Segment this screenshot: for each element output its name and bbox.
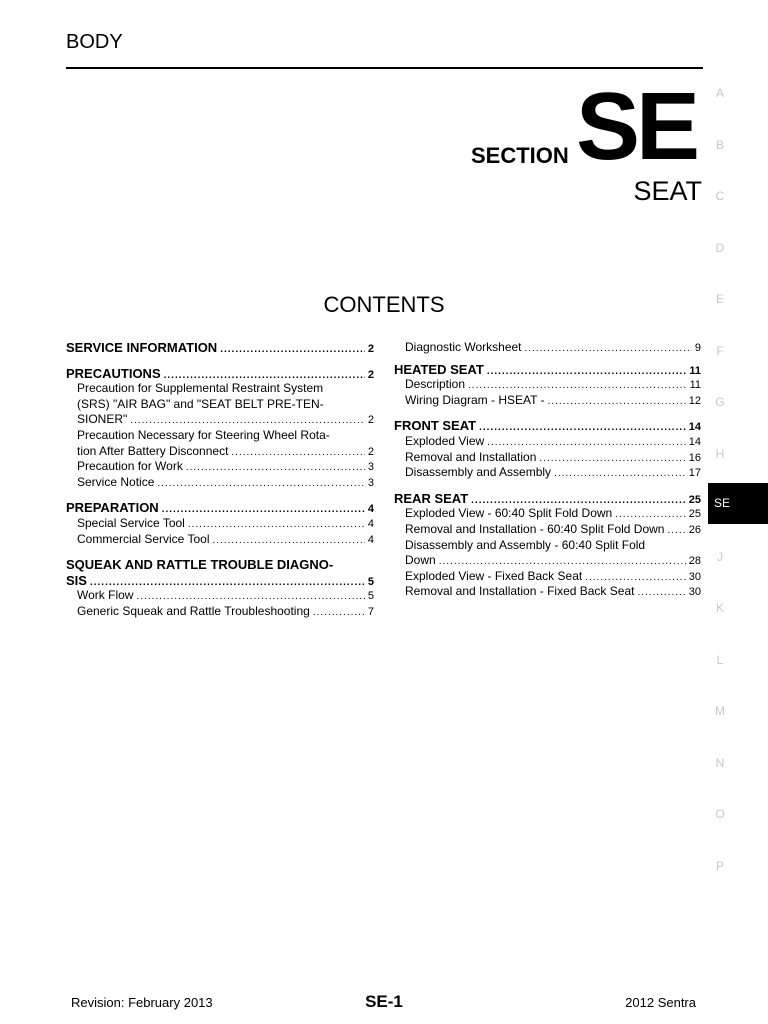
- toc-dot-leader: [313, 605, 365, 621]
- toc-entry-label: SIS: [66, 572, 87, 588]
- toc-entry-label: Wiring Diagram - HSEAT -: [405, 392, 545, 407]
- toc-page-number: 25: [688, 508, 701, 521]
- toc-entry[interactable]: [394, 393, 701, 409]
- side-tab-c[interactable]: C: [715, 189, 725, 203]
- toc-dot-leader: [220, 342, 365, 358]
- toc-entry-label: Exploded View - Fixed Back Seat: [405, 568, 583, 583]
- header-rule: [66, 67, 703, 69]
- toc-page-number: 9: [694, 342, 701, 354]
- toc-entry[interactable]: [394, 465, 701, 481]
- side-tab-h[interactable]: H: [715, 446, 725, 461]
- toc-page-number: 4: [367, 503, 374, 516]
- toc-entry[interactable]: [66, 412, 374, 428]
- toc-entry-text: (SRS) "AIR BAG" and "SEAT BELT PRE-TEN-: [77, 396, 324, 411]
- toc-spacer: [66, 490, 374, 500]
- toc-entry-label: tion After Battery Disconnect: [77, 443, 229, 458]
- toc-page-number: 2: [367, 343, 374, 355]
- toc-entry-label: Commercial Service Tool: [77, 531, 210, 546]
- section-code: SE: [576, 73, 697, 180]
- toc-page-number: 28: [688, 555, 701, 568]
- toc-entry[interactable]: [66, 532, 374, 548]
- toc-dot-leader: [667, 523, 685, 539]
- toc-dot-leader: [615, 507, 686, 523]
- toc-entry[interactable]: [394, 569, 701, 585]
- toc-entry[interactable]: [394, 553, 701, 569]
- toc-page-number: 5: [367, 575, 374, 588]
- toc-entry[interactable]: [66, 475, 374, 491]
- side-tab-m[interactable]: M: [715, 704, 725, 718]
- toc-dot-leader: [213, 533, 365, 549]
- side-tab-j[interactable]: J: [717, 549, 723, 564]
- toc-entry[interactable]: [394, 434, 701, 450]
- toc-entry[interactable]: [394, 522, 701, 538]
- side-tab-l[interactable]: L: [716, 652, 724, 667]
- toc-entry-label: SIONER": [77, 412, 128, 427]
- toc-page-number: 3: [367, 461, 374, 474]
- toc-entry-label: PREPARATION: [66, 500, 159, 516]
- toc-heading[interactable]: [394, 418, 701, 434]
- toc-page-number: 2: [367, 368, 374, 381]
- toc-page-number: 2: [367, 414, 374, 427]
- toc-entry[interactable]: [66, 459, 374, 475]
- side-tab-a[interactable]: A: [715, 86, 724, 100]
- toc-entry-label: Down: [405, 553, 436, 568]
- toc-page-number: 4: [367, 517, 374, 530]
- toc-dot-leader: [130, 413, 365, 429]
- toc-page-number: 16: [688, 451, 701, 464]
- side-tab-n[interactable]: N: [715, 755, 725, 770]
- toc-page-number: 4: [367, 533, 374, 546]
- side-tab-d[interactable]: D: [715, 240, 725, 255]
- side-tab-g[interactable]: G: [715, 395, 725, 409]
- toc-dot-leader: [479, 420, 686, 436]
- toc-spacer: [66, 547, 374, 557]
- toc-heading[interactable]: [394, 491, 701, 507]
- toc-dot-leader: [186, 460, 365, 476]
- footer-page-number: SE-1: [365, 992, 403, 1011]
- toc-entry[interactable]: [394, 584, 701, 600]
- toc-dot-leader: [136, 589, 364, 605]
- toc-entry-label: REAR SEAT: [394, 490, 469, 506]
- toc-entry-label: Diagnostic Worksheet: [405, 340, 522, 354]
- toc-dot-leader: [525, 341, 692, 357]
- toc-dot-leader: [487, 435, 686, 451]
- toc-dot-leader: [468, 378, 687, 394]
- toc-dot-leader: [188, 517, 365, 533]
- toc-page-number: 11: [689, 364, 701, 377]
- contents-heading: CONTENTS: [323, 292, 445, 317]
- toc-entry-text: Disassembly and Assembly - 60:40 Split Fold: [405, 537, 646, 552]
- section-word: SECTION: [471, 143, 569, 168]
- toc-entry-label: PRECAUTIONS: [66, 365, 161, 381]
- side-tab-o[interactable]: O: [715, 807, 725, 821]
- toc-entry-text: Precaution Necessary for Steering Wheel Rota-: [77, 427, 330, 442]
- header-group-title: BODY: [66, 31, 123, 53]
- toc-page-number: 3: [367, 476, 374, 489]
- toc-spacer: [394, 481, 701, 491]
- toc-entry-label: Exploded View: [405, 433, 485, 448]
- toc-entry-label: Exploded View - 60:40 Split Fold Down: [405, 506, 613, 521]
- toc-entry-label: Precaution for Work: [77, 459, 183, 474]
- toc-entry[interactable]: [66, 516, 374, 532]
- toc-dot-leader: [585, 570, 686, 586]
- toc-entry-label: Removal and Installation - Fixed Back Seat: [405, 584, 635, 599]
- section-title: SEAT: [633, 176, 702, 206]
- toc-page-number: 11: [689, 379, 701, 392]
- toc-entry[interactable]: [394, 377, 701, 393]
- toc-entry-label: SERVICE INFORMATION: [66, 340, 218, 355]
- toc-page-number: 2: [367, 445, 374, 458]
- toc-left-column: [66, 340, 374, 620]
- toc-dot-leader: [548, 394, 686, 410]
- toc-entry-label: Description: [405, 377, 466, 392]
- side-tab-f[interactable]: F: [716, 343, 724, 358]
- toc-entry-label: Removal and Installation - 60:40 Split Fold Down: [405, 521, 665, 536]
- toc-dot-leader: [637, 585, 685, 601]
- toc-dot-leader: [554, 466, 686, 482]
- side-tab-b[interactable]: B: [715, 137, 724, 152]
- side-tab-active[interactable]: SE: [708, 483, 768, 524]
- toc-entry-label: Service Notice: [77, 474, 155, 489]
- toc-heading[interactable]: [394, 362, 701, 378]
- toc-spacer: [394, 408, 701, 418]
- toc-entry-label: FRONT SEAT: [394, 418, 477, 434]
- toc-page-number: 5: [367, 590, 374, 603]
- toc-entry-label: Work Flow: [77, 588, 134, 603]
- toc-dot-leader: [231, 445, 364, 461]
- toc-entry-text: Precaution for Supplemental Restraint System: [77, 381, 324, 396]
- toc-dot-leader: [539, 451, 685, 467]
- footer-model: 2012 Sentra: [625, 995, 696, 1010]
- toc-entry-label: Special Service Tool: [77, 515, 185, 530]
- toc-entry[interactable]: [394, 340, 701, 356]
- toc-page-number: 14: [688, 435, 701, 448]
- toc-page-number: 30: [688, 586, 701, 599]
- toc-page-number: 12: [688, 394, 701, 407]
- toc-dot-leader: [162, 502, 365, 518]
- toc-entry[interactable]: [394, 506, 701, 522]
- toc-heading[interactable]: [66, 340, 374, 356]
- toc-page-number: 14: [688, 421, 701, 434]
- toc-page-number: 17: [688, 467, 701, 480]
- toc-entry-label: Disassembly and Assembly: [405, 465, 552, 480]
- toc-heading-text: SQUEAK AND RATTLE TROUBLE DIAGNO-: [66, 557, 334, 573]
- toc-dot-leader: [439, 554, 686, 570]
- toc-page-number: 25: [688, 493, 701, 506]
- toc-entry[interactable]: [66, 604, 374, 620]
- footer-revision: Revision: February 2013: [71, 995, 213, 1010]
- side-tab-p[interactable]: P: [715, 858, 724, 873]
- toc-entry-label: HEATED SEAT: [394, 361, 484, 377]
- toc-right-column: [394, 340, 701, 600]
- toc-entry-label: Generic Squeak and Rattle Troubleshooting: [77, 603, 310, 618]
- toc-heading[interactable]: [66, 573, 374, 589]
- toc-heading[interactable]: [66, 366, 374, 382]
- toc-entry-label: Removal and Installation: [405, 449, 537, 464]
- toc-page-number: 30: [688, 570, 701, 583]
- toc-entry[interactable]: [66, 444, 374, 460]
- side-tab-k[interactable]: K: [715, 601, 724, 615]
- toc-entry[interactable]: [394, 450, 701, 466]
- toc-heading[interactable]: [66, 500, 374, 516]
- toc-page-number: 7: [367, 605, 374, 618]
- toc-dot-leader: [157, 476, 365, 492]
- side-tab-e[interactable]: E: [715, 292, 724, 306]
- toc-entry[interactable]: [66, 588, 374, 604]
- toc-dot-leader: [487, 364, 687, 380]
- toc-page-number: 26: [688, 523, 701, 536]
